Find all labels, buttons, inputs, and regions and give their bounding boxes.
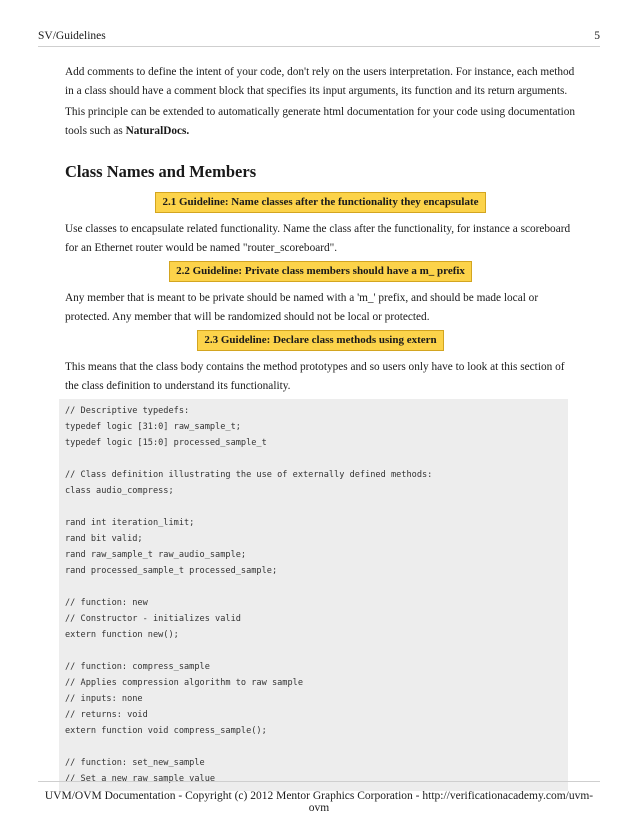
intro-paragraph-1: Add comments to define the intent of your code, don't rely on the users interpretation. For instance, each method in a class should have a comment block that specifies its input arguments, its function and its return arguments. [65,66,575,97]
guideline-1 [65,192,576,213]
intro-paragraph-2 [65,103,576,140]
page-footer: UVM/OVM Documentation - Copyright (c) 2012 Mentor Graphics Corporation - http://verificationacademy.com/uvm-ovm [38,781,600,814]
guideline-2-label: 2.2 Guideline: Private class members should have a m_ prefix [169,261,472,282]
guideline-2 [65,261,576,282]
intro-paragraph-2-text: This principle can be extended to automatically generate html documentation for your code using documentation tools such as [65,106,576,137]
guideline-3-paragraph: This means that the class body contains the method prototypes and so users only have to look at this section of the class definition to understand its functionality. [65,361,565,392]
guideline-3-label: 2.3 Guideline: Declare class methods using extern [197,330,443,351]
naturaldocs-term: NaturalDocs. [125,124,190,137]
guideline-1-paragraph: Use classes to encapsulate related functionality. Name the class after the functionality, for instance a scoreboard for an Ethernet router would be named "router_scoreboard". [65,223,571,254]
guideline-2-paragraph: Any member that is meant to be private should be named with a 'm_' prefix, and should be made local or protected. Any member that will be randomized should not be local or protected. [65,292,539,323]
page-header [38,26,600,47]
code-block: // Descriptive typedefs: typedef logic [31:0] raw_sample_t; typedef logic [15:0] processed_sample_t // Class definition illustrating the use of externally defined methods: class audio_compress; rand int iteration_limit; rand bit valid; rand raw_sample_t raw_audio_sample; rand processed_sample_t processed_sample; // function: new // Constructor - initializes valid extern function new(); // function: compress_sample // Applies compression algorithm to raw sample // inputs: none // returns: void extern function void compress_sample(); // function: set_new_sample // Set a new raw sample value [59,399,568,791]
page-number: 5 [594,30,600,42]
page-content [65,63,576,791]
guideline-3 [65,330,576,351]
guideline-1-label: 2.1 Guideline: Name classes after the functionality they encapsulate [155,192,485,213]
section-title: Class Names and Members [65,162,257,181]
header-title: SV/Guidelines [38,30,106,42]
